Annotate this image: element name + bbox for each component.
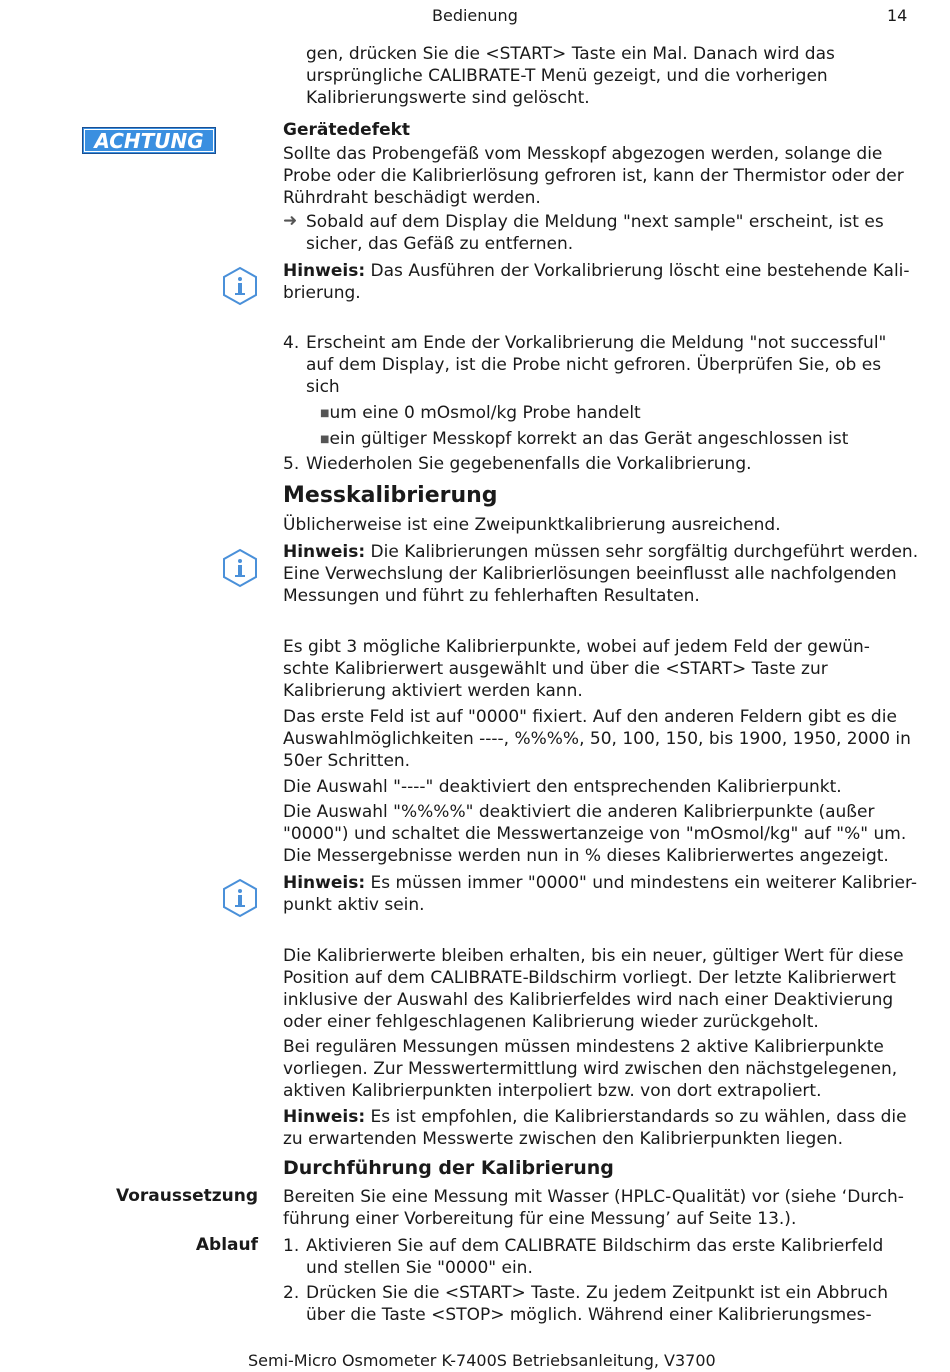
paragraph-line: schte Kalibrierwert ausgewählt und über die <START> Taste zur [283,659,828,679]
paragraph-line: Position auf dem CALIBRATE-Bildschirm vorliegt. Der letzte Kalibrierwert [283,968,896,988]
note-line [283,541,918,563]
intro-line: Kalibrierungswerte sind gelöscht. [306,88,590,108]
arrow-icon: ➜ [283,211,298,231]
paragraph-line: aktiven Kalibrierpunkten interpoliert bzw. von dort extrapoliert. [283,1081,822,1101]
step-number: 1. [283,1236,300,1256]
info-icon [222,266,258,306]
intro-line: gen, drücken Sie die <START> Taste ein Mal. Danach wird das [306,44,835,64]
info-icon [222,548,258,588]
step-line: über die Taste <STOP> möglich. Während einer Kalibrierungsmes- [306,1305,872,1325]
bullet-square-icon: ■ [320,408,330,419]
step-line: Wiederholen Sie gegebenenfalls die Vorkalibrierung. [306,454,752,474]
note-text: Es ist empfohlen, die Kalibrierstandards so zu wählen, dass die [365,1107,907,1127]
note-line: punkt aktiv sein. [283,895,425,915]
paragraph-line: Es gibt 3 mögliche Kalibrierpunkte, wobei auf jedem Feld der gewün- [283,637,870,657]
paragraph-line: Das erste Feld ist auf "0000" fixiert. Auf den anderen Feldern gibt es die [283,707,897,727]
note-label: Hinweis: [283,873,366,893]
note-label: Hinweis: [283,1107,366,1127]
bullet-item: ■um eine 0 mOsmol/kg Probe handelt [320,403,641,423]
section-heading: Messkalibrierung [283,483,498,508]
paragraph-line: Bei regulären Messungen müssen mindestens 2 aktive Kalibrierpunkte [283,1037,884,1057]
note-text: Es müssen immer "0000" und mindestens ein weiterer Kalibrier- [365,873,918,893]
step-line: Drücken Sie die <START> Taste. Zu jedem Zeitpunkt ist ein Abbruch [306,1283,889,1303]
subsection-heading: Durchführung der Kalibrierung [283,1157,614,1179]
info-icon [222,878,258,918]
warning-line: Rührdraht beschädigt werden. [283,188,541,208]
paragraph-line: Kalibrierung aktiviert werden kann. [283,681,583,701]
step-number: 5. [283,454,300,474]
intro-line: ursprüngliche CALIBRATE-T Menü gezeigt, und die vorherigen [306,66,828,86]
note-line [283,260,910,282]
note-line: brierung. [283,283,361,303]
bullet-item: ■ein gültiger Messkopf korrekt an das Gerät angeschlossen ist [320,429,849,449]
note-label: Hinweis: [283,261,366,281]
achtung-badge: ACHTUNG [82,127,216,154]
warning-line: Sollte das Probengefäß vom Messkopf abgezogen werden, solange die [283,144,883,164]
bullet-square-icon: ■ [320,434,330,445]
step-line: auf dem Display, ist die Probe nicht gefroren. Überprüfen Sie, ob es [306,355,882,375]
warning-action-line: sicher, das Gefäß zu entfernen. [306,234,574,254]
paragraph-line: vorliegen. Zur Messwertermittlung wird zwischen den nächstgelegenen, [283,1059,898,1079]
paragraph-line: "0000") und schaltet die Messwertanzeige von "mOsmol/kg" auf "%" um. [283,824,907,844]
paragraph-line: Die Auswahl "%%%%" deaktiviert die anderen Kalibrierpunkte (außer [283,802,875,822]
paragraph-line: 50er Schritten. [283,751,411,771]
paragraph-line: Auswahlmöglichkeiten ----, %%%%, 50, 100, 150, bis 1900, 1950, 2000 in [283,729,911,749]
note-label: Hinweis: [283,542,366,562]
step-line: sich [306,377,340,397]
prereq-line: führung einer Vorbereitung für eine Messung’ auf Seite 13.). [283,1209,797,1229]
step-number: 2. [283,1283,300,1303]
note-line: zu erwartenden Messwerte zwischen den Kalibrierpunkten liegen. [283,1129,843,1149]
warning-action-line: Sobald auf dem Display die Meldung "next sample" erscheint, ist es [306,212,884,232]
prereq-line: Bereiten Sie eine Messung mit Wasser (HPLC-Qualität) vor (siehe ‘Durch- [283,1187,904,1207]
page-footer: Semi-Micro Osmometer K-7400S Betriebsanleitung, V3700 [248,1351,716,1370]
prereq-label: Voraussetzung [115,1186,258,1206]
warning-title: Gerätedefekt [283,120,411,140]
paragraph-line: Die Messergebnisse werden nun in % dieses Kalibrierwertes angezeigt. [283,846,889,866]
step-number: 4. [283,333,300,353]
paragraph-line: oder einer fehlgeschlagenen Kalibrierung wieder zurückgeholt. [283,1012,819,1032]
step-line: Aktivieren Sie auf dem CALIBRATE Bildschirm das erste Kalibrierfeld [306,1236,884,1256]
section-intro: Üblicherweise ist eine Zweipunktkalibrierung ausreichend. [283,515,781,535]
paragraph-line: Die Auswahl "----" deaktiviert den entsprechenden Kalibrierpunkt. [283,777,842,797]
step-line: und stellen Sie "0000" ein. [306,1258,533,1278]
procedure-label: Ablauf [195,1235,258,1255]
paragraph-line: inklusive der Auswahl des Kalibrierfeldes wird nach einer Deaktivierung [283,990,894,1010]
paragraph-line: Die Kalibrierwerte bleiben erhalten, bis ein neuer, gültiger Wert für diese [283,946,904,966]
note-line: Messungen und führt zu fehlerhaften Resultaten. [283,586,700,606]
note-line [283,1106,907,1128]
page-number: 14 [887,6,908,25]
running-header: Bedienung [432,6,518,25]
note-line: Eine Verwechslung der Kalibrierlösungen beeinflusst alle nachfolgenden [283,564,897,584]
note-text: Die Kalibrierungen müssen sehr sorgfältig durchgeführt werden. [365,542,919,562]
warning-line: Probe oder die Kalibrierlösung gefroren ist, kann der Thermistor oder der [283,166,904,186]
note-line [283,872,917,894]
note-text: Das Ausführen der Vorkalibrierung löscht eine bestehende Kali- [365,261,910,281]
step-line: Erscheint am Ende der Vorkalibrierung die Meldung "not successful" [306,333,887,353]
